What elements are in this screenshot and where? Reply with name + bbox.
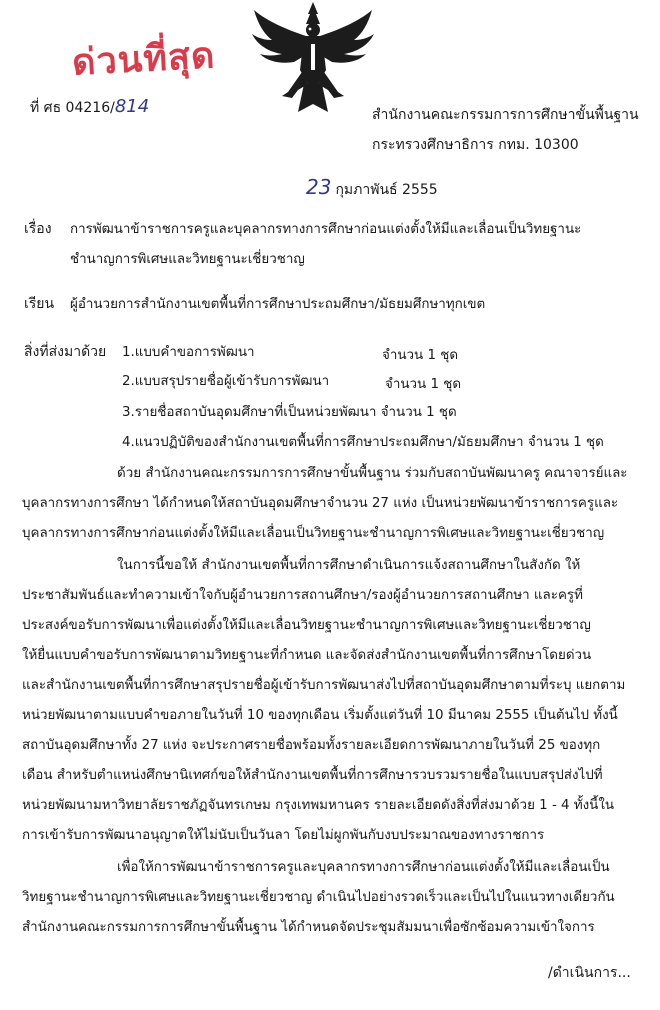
subject-line-1: การพัฒนาข้าราชการครูและบุคลากรทางการศึกษาก่อนแต่งตั้งให้มีและเลื่อนเป็นวิทยฐานะ [70,222,582,237]
body-line-7: ให้ยื่นแบบคำขอรับการพัฒนาตามวิทยฐานะที่กำหนด และจัดส่งสำนักงานเขตพื้นที่การศึกษาโดยด่วน [22,648,592,663]
enclosure-item-1: 1.แบบคำขอการพัฒนา [122,345,255,360]
document-number-prefix: ที่ ศธ 04216/ [30,100,115,116]
enclosure-item-4: 4.แนวปฏิบัติของสำนักงานเขตพื้นที่การศึกษาประถมศึกษา/มัธยมศึกษา จำนวน 1 ชุด [122,435,604,450]
urgent-stamp: ด่วนที่สุด [71,35,217,84]
body-line-1: ด้วย สำนักงานคณะกรรมการการศึกษาขั้นพื้นฐาน ร่วมกับสถาบันพัฒนาครู คณาจารย์และ [117,466,628,481]
document-number-handwritten: 814 [114,96,150,117]
body-line-12: หน่วยพัฒนามหาวิทยาลัยราชภัฏจันทรเกษม กรุงเทพมหานคร รายละเอียดดังสิ่งที่ส่งมาด้วย 1 - 4 ทั้งนี้ใน [22,798,615,813]
body-line-10: สถาบันอุดมศึกษาทั้ง 27 แห่ง จะประกาศรายชื่อพร้อมทั้งรายละเอียดการพัฒนาภายในวันที่ 25 ของทุก [22,738,601,753]
enclosure-item-1-qty: จำนวน 1 ชุด [382,348,459,363]
body-line-11: เดือน สำหรับตำแหน่งศึกษานิเทศก์ขอให้สำนักงานเขตพื้นที่การศึกษารวบรวมรายชื่อในแบบสรุปส่งไปที่ [22,768,603,783]
agency-address: กระทรวงศึกษาธิการ กทม. 10300 [372,137,579,153]
agency-name: สำนักงานคณะกรรมการการศึกษาขั้นพื้นฐาน [372,107,639,123]
subject-label: เรื่อง [24,221,52,237]
enclosure-item-2-qty: จำนวน 1 ชุด [385,377,462,392]
body-line-6: ประสงค์ขอรับการพัฒนาเพื่อแต่งตั้งให้มีและเลื่อนวิทยฐานะชำนาญการพิเศษและวิทยฐานะเชี่ยวชาญ [22,618,591,633]
enclosure-item-2: 2.แบบสรุปรายชื่อผู้เข้ารับการพัฒนา [122,374,330,389]
body-line-2: บุคลากรทางการศึกษา ได้กำหนดให้สถาบันอุดมศึกษาจำนวน 27 แห่ง เป็นหน่วยพัฒนาข้าราชการครูและ [22,496,619,511]
enclosures-label: สิ่งที่ส่งมาด้วย [24,344,107,360]
body-line-9: หน่วยพัฒนาตามแบบคำขอภายในวันที่ 10 ของทุกเดือน เริ่มตั้งแต่วันที่ 10 มีนาคม 2555 เป็นต้นไป ทั้งนี้ [22,708,618,723]
document-number [30,96,149,119]
body-line-16: สำนักงานคณะกรรมการการศึกษาขั้นพื้นฐาน ได้กำหนดจัดประชุมสัมมนาเพื่อซักซ้อมความเข้าใจการ [22,920,595,935]
body-line-8: และสำนักงานเขตพื้นที่การศึกษาสรุปรายชื่อผู้เข้ารับการพัฒนาส่งไปที่สถาบันอุดมศึกษาตามที่ระบุ แยกตาม [22,678,626,693]
recipient-text: ผู้อำนวยการสำนักงานเขตพื้นที่การศึกษาประถมศึกษา/มัธยมศึกษาทุกเขต [70,297,486,312]
document-date [306,175,438,201]
date-day-handwritten: 23 [306,175,332,199]
continuation-marker: /ดำเนินการ... [548,965,631,981]
body-line-14: เพื่อให้การพัฒนาข้าราชการครูและบุคลากรทางการศึกษาก่อนแต่งตั้งให้มีและเลื่อนเป็น [117,860,610,875]
enclosure-item-3: 3.รายชื่อสถาบันอุดมศึกษาที่เป็นหน่วยพัฒนา จำนวน 1 ชุด [122,405,457,420]
recipient-label: เรียน [24,296,55,312]
body-line-3: บุคลากรทางการศึกษาก่อนแต่งตั้งให้มีและเลื่อนเป็นวิทยฐานะชำนาญการพิเศษและวิทยฐานะเชี่ยวชาญ [22,526,605,541]
body-line-15: วิทยฐานะชำนาญการพิเศษและวิทยฐานะเชี่ยวชาญ ดำเนินไปอย่างรวดเร็วและเป็นไปในแนวทางเดียวกัน [22,890,615,905]
body-line-13: การเข้ารับการพัฒนาอนุญาตให้ไม่นับเป็นวันลา โดยไม่ผูกพันกับงบประมาณของทางราชการ [22,828,545,843]
garuda-emblem-icon [248,0,378,120]
subject-line-2: ชำนาญการพิเศษและวิทยฐานะเชี่ยวชาญ [70,252,305,267]
body-line-4: ในการนี้ขอให้ สำนักงานเขตพื้นที่การศึกษาดำเนินการแจ้งสถานศึกษาในสังกัด ให้ [117,558,581,573]
body-line-5: ประชาสัมพันธ์และทำความเข้าใจกับผู้อำนวยการสถานศึกษา/รองผู้อำนวยการสถานศึกษา และครูที่ [22,588,583,603]
date-month-year: กุมภาพันธ์ 2555 [335,182,438,198]
